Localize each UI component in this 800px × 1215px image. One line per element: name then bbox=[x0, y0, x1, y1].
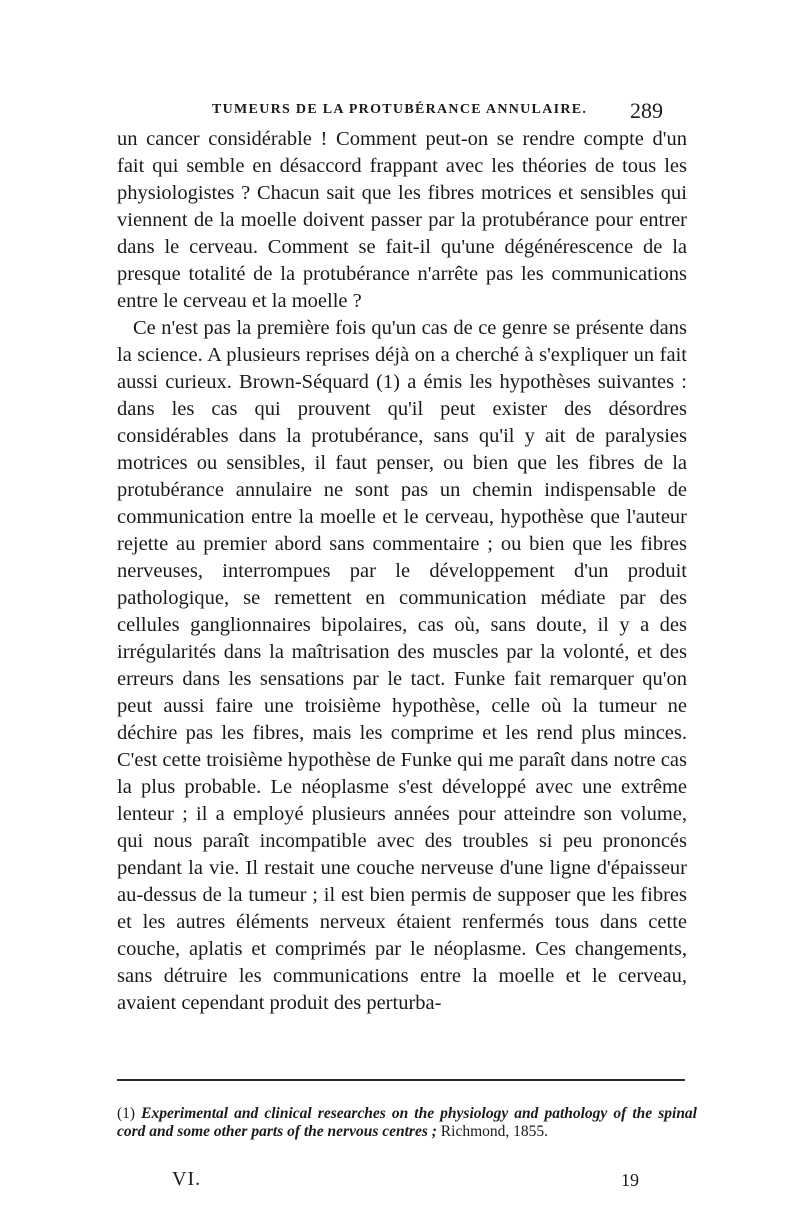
paragraph-2: Ce n'est pas la première fois qu'un cas de ce genre se présente dans la science. A plusieurs reprises déjà on a cherché à s'expliquer un fait aussi curieux. Brown-Séquard (1) a émis les hypothèses suivantes : dans les cas qui prouvent qu'il peut exister des désordres considérables dans la protubérance, sans qu'il y ait de paralysies motrices ou sensibles, il faut penser, ou bien que les fibres de la protubérance annulaire ne sont pas un chemin indispensable de communication entre la moelle et le cerveau, hypothèse que l'auteur rejette au premier abord sans commentaire ; ou bien que les fibres nerveuses, interrompues par le développement d'un produit pathologique, se remettent en communication médiate par des cellules ganglionnaires bipolaires, cas où, sans doute, il y a des irrégularités dans la maîtrisation des muscles par la volonté, et des erreurs dans les sensations par le tact. Funke fait remarquer qu'on peut aussi faire une troisième hypothèse, celle où la tumeur ne déchire pas les fibres, mais les comprime et les rend plus minces. C'est cette troisième hypothèse de Funke qui me paraît dans notre cas la plus probable. Le néoplasme s'est développé avec une extrême lenteur ; il a employé plusieurs années pour atteindre son volume, qui nous paraît incompatible avec des troubles si peu prononcés pendant la vie. Il restait une couche nerveuse d'une ligne d'épaisseur au-dessus de la tumeur ; il est bien permis de supposer que les fibres et les autres éléments nerveux étaient renfermés tous dans cette couche, aplatis et comprimés par le néoplasme. Ces changements, sans détruire les communications entre la moelle et le cerveau, avaient cependant produit des perturba- bbox=[117, 317, 687, 1014]
footnote bbox=[117, 1105, 697, 1141]
sheet-number: 19 bbox=[621, 1170, 639, 1190]
body-text bbox=[117, 126, 687, 1017]
footnote-title: Experimental and clinical researches on the physiology and pathology of the spinal cord and some other parts of the nervous centres ; bbox=[117, 1105, 697, 1140]
signature-mark: VI. bbox=[172, 1168, 202, 1190]
footnote-publisher: Richmond, 1855. bbox=[440, 1123, 549, 1140]
paragraph-1: un cancer considérable ! Comment peut-on se rendre compte d'un fait qui semble en désaccord frappant avec les théories de tous les physiologistes ? Chacun sait que les fibres motrices et sensibles qui viennent de la moelle doivent passer par la protubérance pour entrer dans le cerveau. Comment se fait-il qu'une dégénérescence de la presque totalité de la protubérance n'arrête pas les communications entre le cerveau et la moelle ? bbox=[117, 128, 687, 312]
running-head bbox=[0, 98, 800, 128]
footnote-rule bbox=[117, 1079, 685, 1081]
page-number: 289 bbox=[630, 98, 663, 123]
footnote-marker: (1) bbox=[117, 1105, 142, 1122]
running-title: TUMEURS DE LA PROTUBÉRANCE ANNULAIRE. bbox=[212, 102, 588, 117]
